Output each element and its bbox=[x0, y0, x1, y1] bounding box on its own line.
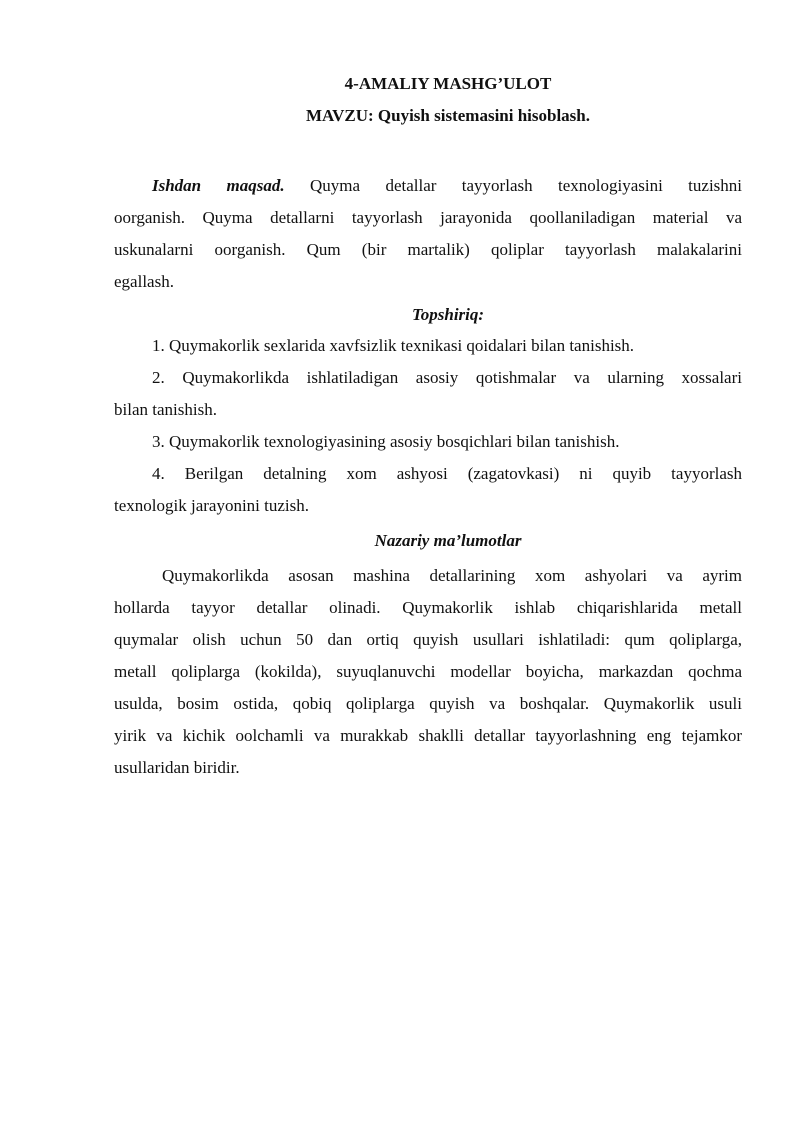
task-item: 4. Berilgan detalning xom ashyosi (zagatovkasi) ni quyib tayyorlash bbox=[152, 464, 742, 483]
task-list bbox=[114, 330, 742, 522]
goal-line: uskunalarni oorganish. Qum (bir martalik) qoliplar tayyorlash malakalarini bbox=[114, 240, 742, 259]
goal-line: Ishdan maqsad. Quyma detallar tayyorlash texnologiyasini tuzishni bbox=[152, 176, 743, 195]
task-item: 1. Quymakorlik sexlarida xavfsizlik texnikasi qoidalari bilan tanishish. bbox=[152, 336, 635, 355]
task-item: 3. Quymakorlik texnologiyasining asosiy bosqichlari bilan tanishish. bbox=[152, 432, 620, 451]
theory-line: yirik va kichik oolchamli va murakkab shaklli detallar tayyorlashning eng tejamkor bbox=[114, 726, 742, 745]
theory-line: metall qoliplarga (kokilda), suyuqlanuvchi modellar boyicha, markazdan qochma bbox=[114, 662, 742, 681]
goal-text: Quyma detallar tayyorlash texnologiyasini tuzishni bbox=[310, 176, 743, 195]
theory-line: hollarda tayyor detallar olinadi. Quymakorlik ishlab chiqarishlarida metall bbox=[114, 598, 742, 617]
theory-line: quymalar olish uchun 50 dan ortiq quyish usullari ishlatiladi: qum qoliplarga, bbox=[114, 630, 742, 649]
theory-line: usullaridan biridir. bbox=[114, 758, 240, 777]
goal-paragraph bbox=[114, 170, 742, 298]
task-item-continuation: bilan tanishish. bbox=[114, 400, 217, 419]
task-item: 2. Quymakorlikda ishlatiladigan asosiy qotishmalar va ularning xossalari bbox=[152, 368, 742, 387]
page-subtitle: MAVZU: Quyish sistemasini hisoblash. bbox=[305, 106, 591, 125]
goal-line: egallash. bbox=[114, 272, 174, 291]
task-heading: Topshiriq: bbox=[411, 305, 485, 324]
goal-label: Ishdan maqsad bbox=[152, 176, 281, 195]
theory-paragraph bbox=[114, 560, 742, 784]
theory-heading: Nazariy ma’lumotlar bbox=[374, 531, 522, 550]
theory-line: Quymakorlikda asosan mashina detallarining xom ashyolari va ayrim bbox=[162, 566, 742, 585]
task-item-continuation: texnologik jarayonini tuzish. bbox=[114, 496, 309, 515]
goal-line: oorganish. Quyma detallarni tayyorlash jarayonida qoollaniladigan material va bbox=[114, 208, 742, 227]
page-title: 4-AMALIY MASHG’ULOT bbox=[344, 74, 552, 93]
theory-line: usulda, bosim ostida, qobiq qoliplarga quyish va boshqalar. Quymakorlik usuli bbox=[114, 694, 742, 713]
